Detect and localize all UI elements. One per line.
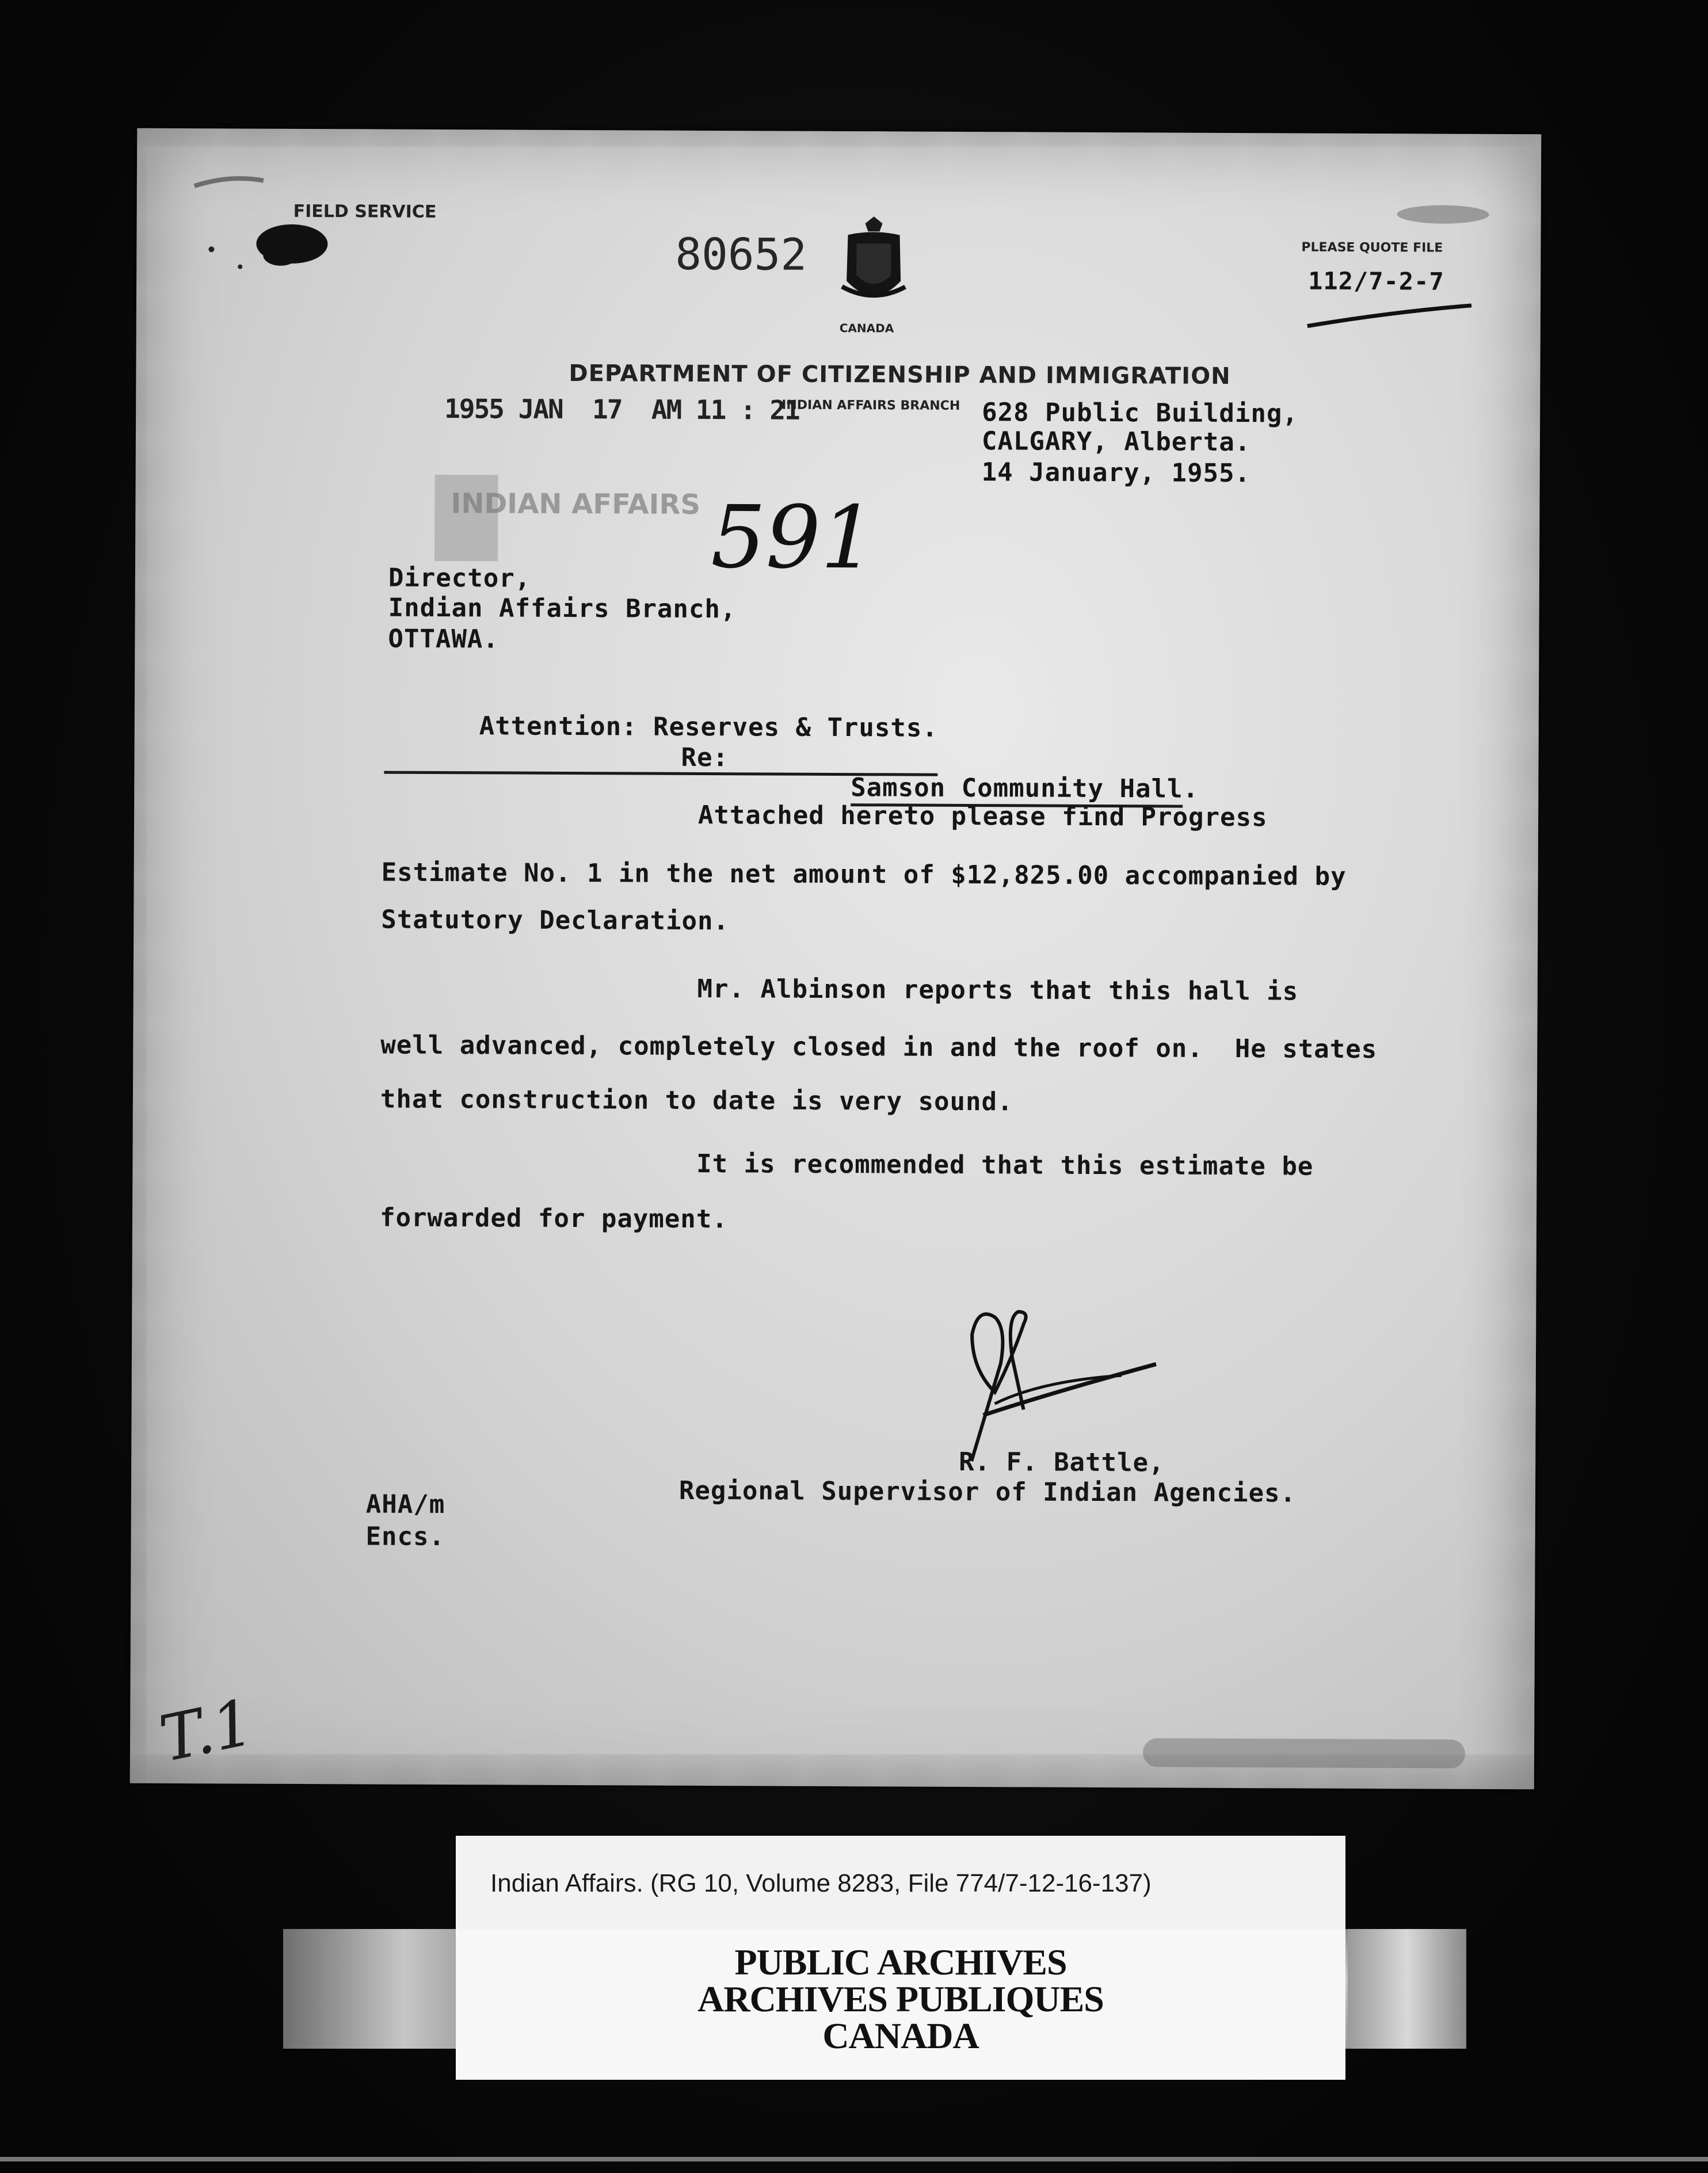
department-heading: DEPARTMENT OF CITIZENSHIP AND IMMIGRATION [569, 360, 1231, 390]
attention-label: Attention: [479, 711, 638, 742]
body-line-3: Statutory Declaration. [381, 905, 730, 936]
field-service-label: FIELD SERVICE [293, 201, 437, 222]
body-line-4: Mr. Albinson reports that this hall is [380, 973, 1299, 1007]
address-line-2: CALGARY, Alberta. [981, 426, 1251, 458]
smudge-icon [1374, 191, 1500, 238]
stamp-box [434, 475, 498, 561]
branch-label: INDIAN AFFAIRS BRANCH [781, 398, 960, 413]
archive-institution-box [456, 1929, 1345, 2080]
tape-band-right [1348, 1929, 1466, 2049]
recipient-line-1: Director, [388, 563, 531, 593]
letter-sheet [130, 128, 1542, 1790]
crest-caption: CANADA [839, 321, 894, 336]
archive-reference-label [456, 1836, 1345, 1934]
subject-label: Re: [681, 742, 729, 773]
recipient-line-2: Indian Affairs Branch, [388, 593, 737, 624]
letter-date: 14 January, 1955. [981, 458, 1251, 489]
attention-value: Reserves & Trusts [653, 712, 922, 743]
subject-suffix: . [1183, 774, 1199, 804]
enclosures-note: Encs. [365, 1522, 445, 1552]
body-line-2: Estimate No. 1 in the net amount of $12,825.00 accompanied by [381, 857, 1347, 891]
body-line-1: Attached hereto please find Progress [381, 799, 1268, 833]
received-stamp: INDIAN AFFAIRS [451, 487, 701, 521]
subject-value: Samson Community Hall [851, 773, 1183, 808]
signatory-name: R. F. Battle, [959, 1447, 1165, 1478]
archive-reference-text: Indian Affairs. (RG 10, Volume 8283, File 774/7-12-16-137) [490, 1869, 1152, 1897]
address-line-1: 628 Public Building, [982, 398, 1299, 429]
file-number: 112/7-2-7 [1308, 266, 1444, 296]
body-line-5: well advanced, completely closed in and the roof on. He states [380, 1030, 1378, 1065]
bottom-smudge [1143, 1738, 1465, 1768]
archive-line-2: ARCHIVES PUBLIQUES [697, 1978, 1104, 2019]
body-line-6: that construction to date is very sound. [380, 1084, 1013, 1117]
typist-initials: AHA/m [365, 1489, 445, 1520]
recipient-line-3: OTTAWA. [388, 624, 499, 654]
corner-handwriting: T.1 [153, 1685, 260, 1776]
film-edge-strip [0, 2157, 1708, 2161]
body-line-8: forwarded for payment. [379, 1203, 728, 1234]
attention-suffix: . [922, 713, 939, 743]
document-number: 80652 [675, 228, 807, 280]
coat-of-arms-icon [836, 212, 912, 316]
signatory-title: Regional Supervisor of Indian Agencies. [678, 1476, 1297, 1508]
archive-line-3: CANADA [822, 2015, 979, 2056]
body-line-7: It is recommended that this estimate be [380, 1148, 1314, 1181]
please-quote-label: PLEASE QUOTE FILE [1301, 240, 1443, 256]
archive-line-1: PUBLIC ARCHIVES [734, 1942, 1067, 1983]
handwritten-file-mark: 591 [710, 487, 876, 589]
file-underline-stroke [1305, 295, 1477, 336]
received-date-stamp: 1955 JAN 17 AM 11 : 21 [444, 393, 799, 426]
